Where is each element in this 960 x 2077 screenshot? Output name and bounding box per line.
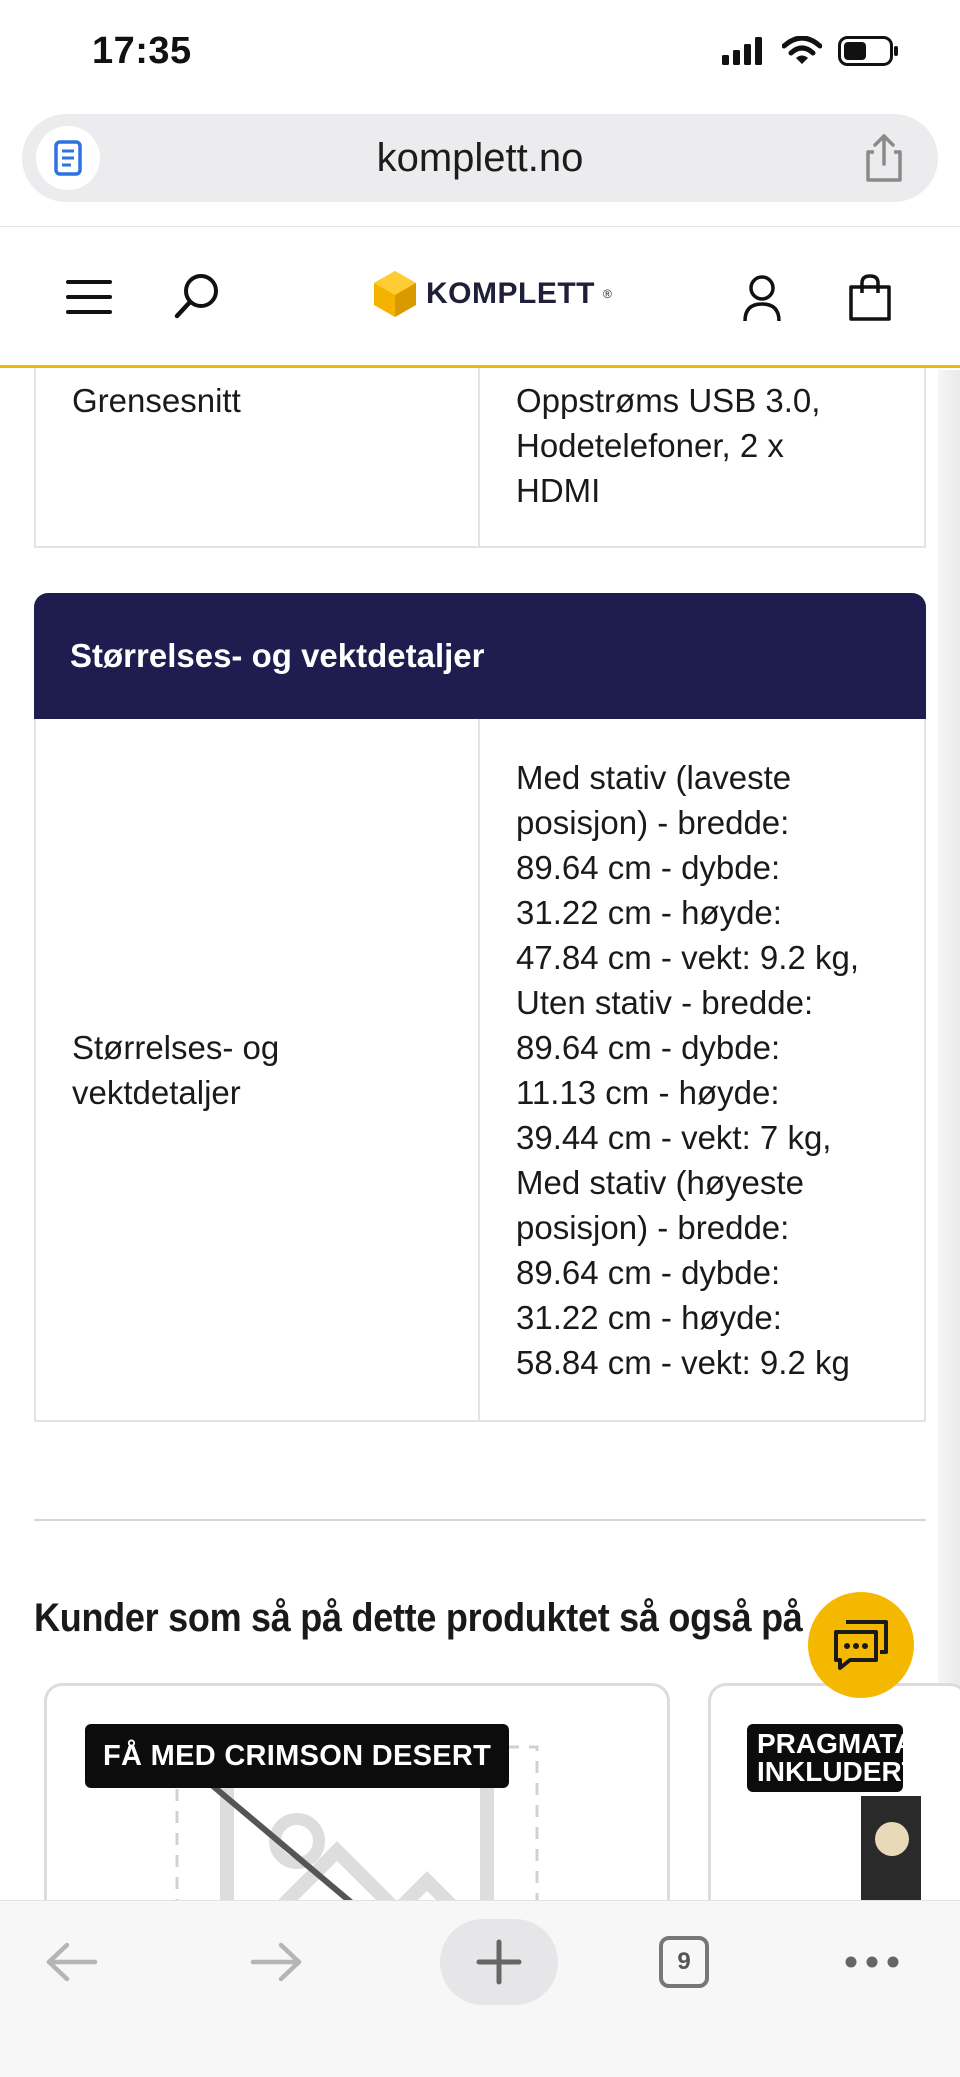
spec-value-line: 89.64 cm - dybde: [516, 1029, 781, 1066]
komplett-logo[interactable] [372, 269, 612, 319]
logo-registered-mark: ® [603, 287, 612, 301]
reader-mode-button[interactable] [36, 126, 100, 190]
section-divider [34, 1519, 926, 1521]
spec-value-line: 89.64 cm - dybde: [516, 1254, 781, 1291]
spec-value-line: 31.22 cm - høyde: [516, 1299, 782, 1336]
spec-label-line: Størrelses- og [72, 1028, 280, 1066]
status-bar [0, 0, 960, 110]
chat-button[interactable] [808, 1592, 914, 1698]
spec-table-size-weight [34, 719, 926, 1422]
spec-value-line: Med stativ (høyeste [516, 1164, 804, 1201]
spec-value-line: Uten stativ - bredde: [516, 984, 814, 1021]
new-tab-button[interactable] [440, 1919, 558, 2005]
spec-label: Grensesnitt [36, 368, 480, 546]
site-header [0, 226, 960, 368]
chat-icon [832, 1618, 890, 1672]
search-icon [172, 271, 222, 321]
product-card[interactable] [708, 1683, 960, 1923]
promo-badge [747, 1724, 929, 1792]
share-button[interactable] [860, 132, 908, 184]
tabs-count: 9 [659, 1936, 709, 1988]
user-icon [742, 275, 782, 323]
product-card[interactable] [44, 1683, 670, 1923]
komplett-logo-icon [372, 269, 418, 319]
cart-button[interactable] [848, 273, 892, 326]
back-arrow-icon [45, 1942, 99, 1982]
status-time: 17:35 [92, 30, 192, 72]
spec-value-line: posisjon) - bredde: [516, 804, 790, 841]
spec-value [480, 368, 924, 546]
spec-value-line: posisjon) - bredde: [516, 1209, 790, 1246]
badge-line: PRAGMATA [757, 1728, 915, 1759]
spec-label-line: vektdetaljer [72, 1073, 241, 1111]
shopping-bag-icon [848, 273, 892, 321]
browser-toolbar [0, 1900, 960, 2077]
spec-table-interfaces [34, 368, 926, 548]
spec-value-line: Hodetelefoner, 2 x [516, 427, 784, 464]
spec-value-line: 31.22 cm - høyde: [516, 894, 782, 931]
spec-row-size-weight [36, 719, 924, 1420]
spec-label [36, 719, 480, 1420]
spec-value-line: 11.13 cm - høyde: [516, 1074, 780, 1111]
spec-value-line: 39.44 cm - vekt: 7 kg, [516, 1119, 832, 1156]
more-dots-icon [845, 1956, 899, 1968]
spec-value [480, 719, 924, 1420]
scroll-edge-shadow [938, 370, 960, 1900]
spec-value-line: 47.84 cm - vekt: 9.2 kg, [516, 939, 859, 976]
spec-row-interface [36, 368, 924, 546]
battery-icon [838, 36, 900, 66]
status-icons [722, 36, 900, 66]
menu-button[interactable] [66, 279, 112, 320]
badge-line: INKLUDERT! [757, 1756, 929, 1787]
search-button[interactable] [172, 271, 222, 326]
hamburger-menu-icon [66, 279, 112, 315]
spec-value-line: 89.64 cm - dybde: [516, 849, 781, 886]
tabs-button[interactable] [654, 1919, 714, 2005]
url-text[interactable]: komplett.no [376, 136, 584, 180]
account-button[interactable] [742, 275, 782, 328]
cellular-signal-icon [722, 37, 766, 65]
promo-badge: FÅ MED CRIMSON DESERT [85, 1724, 509, 1788]
document-icon [54, 140, 82, 176]
recommendations-title: Kunder som så på dette produktet så også på [34, 1596, 803, 1640]
section-header-size-weight: Størrelses- og vektdetaljer [34, 593, 926, 719]
more-button[interactable] [844, 1919, 900, 2005]
plus-icon [476, 1939, 522, 1985]
spec-value-line: 58.84 cm - vekt: 9.2 kg [516, 1344, 850, 1381]
spec-value-line: Med stativ (laveste [516, 759, 792, 796]
wifi-icon [782, 36, 822, 66]
spec-value-line: Oppstrøms USB 3.0, [516, 382, 821, 419]
spec-value-line: HDMI [516, 472, 601, 509]
forward-arrow-icon [249, 1942, 303, 1982]
address-bar[interactable] [22, 114, 938, 202]
logo-text: KOMPLETT [426, 277, 595, 310]
back-button[interactable] [40, 1919, 104, 2005]
forward-button[interactable] [244, 1919, 308, 2005]
share-icon [860, 132, 908, 184]
